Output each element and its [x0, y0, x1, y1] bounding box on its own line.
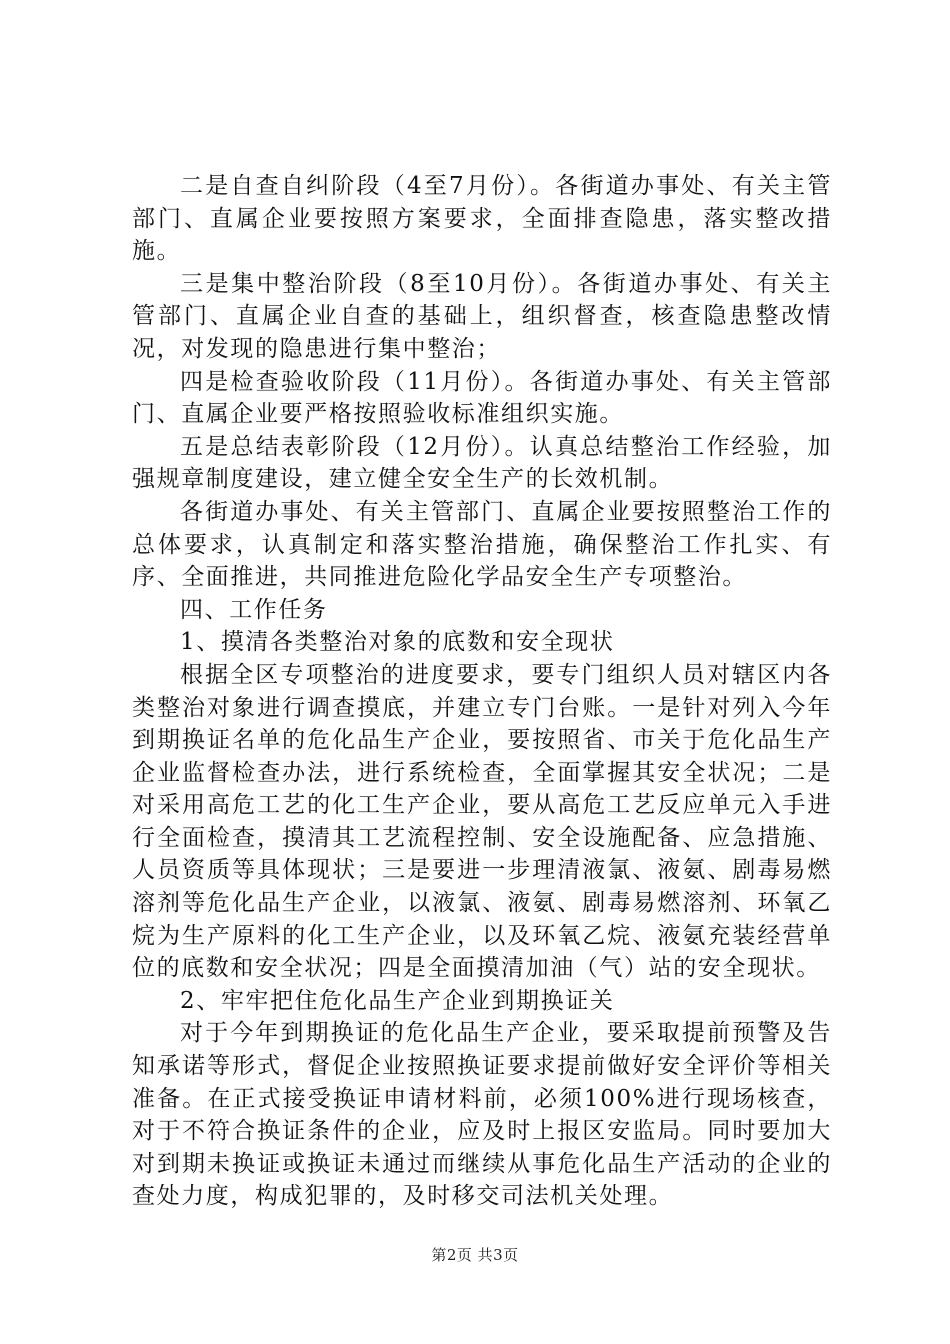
- subheading-task-two: 2、牢牢把住危化品生产企业到期换证关: [180, 987, 615, 1014]
- paragraph-stage-five: 五是总结表彰阶段（12月份）。认真总结整治工作经验，加强规章制度建设，建立健全安全生产的长效机制。: [132, 433, 832, 493]
- paragraph-general-requirements: 各街道办事处、有关主管部门、直属企业要按照整治工作的总体要求，认真制定和落实整治措施，确保整治工作扎实、有序、全面推进，共同推进危险化学品安全生产专项整治。: [132, 498, 832, 591]
- subheading-task-one: 1、摸清各类整治对象的底数和安全现状: [180, 629, 615, 656]
- paragraph-task-two-body: 对于今年到期换证的危化品生产企业，要采取提前预警及告知承诺等形式，督促企业按照换证要求提前做好安全评价等相关准备。在正式接受换证申请材料前，必须100%进行现场核查，对于不符合换证条件的企业，应及时上报区安监局。同时要加大对到期未换证或换证未通过而继续从事危化品生产活动的企业的查处力度，构成犯罪的，及时移交司法机关处理。: [132, 1020, 832, 1210]
- paragraph-stage-two: 二是自查自纠阶段（4至7月份）。各街道办事处、有关主管部门、直属企业要按照方案要求，全面排查隐患，落实整改措施。: [132, 173, 832, 265]
- paragraph-stage-three: 三是集中整治阶段（8至10月份）。各街道办事处、有关主管部门、直属企业自查的基础上，组织督查，核查隐患整改情况，对发现的隐患进行集中整治；: [132, 270, 832, 362]
- paragraph-task-one-body: 根据全区专项整治的进度要求，要专门组织人员对辖区内各类整治对象进行调查摸底，并建立专门台账。一是针对列入今年到期换证名单的危化品生产企业，要按照省、市关于危化品生产企业监督检查办法，进行系统检查，全面掌握其安全状况；二是对采用高危工艺的化工生产企业，要从高危工艺反应单元入手进行全面检查，摸清其工艺流程控制、安全设施配备、应急措施、人员资质等具体现状；三是要进一步理清液氯、液氨、剧毒易燃溶剂等危化品生产企业，以液氯、液氨、剧毒易燃溶剂、环氧乙烷为生产原料的化工生产企业，以及环氧乙烷、液氨充装经营单位的底数和安全状况；四是全面摸清加油（气）站的安全现状。: [132, 661, 832, 982]
- page-number-footer: 第2页 共3页: [431, 1246, 519, 1264]
- section-heading-tasks: 四、工作任务: [180, 596, 328, 623]
- document-body: [132, 170, 832, 1213]
- paragraph-stage-four: 四是检查验收阶段（11月份）。各街道办事处、有关主管部门、直属企业要严格按照验收标准组织实施。: [132, 368, 832, 428]
